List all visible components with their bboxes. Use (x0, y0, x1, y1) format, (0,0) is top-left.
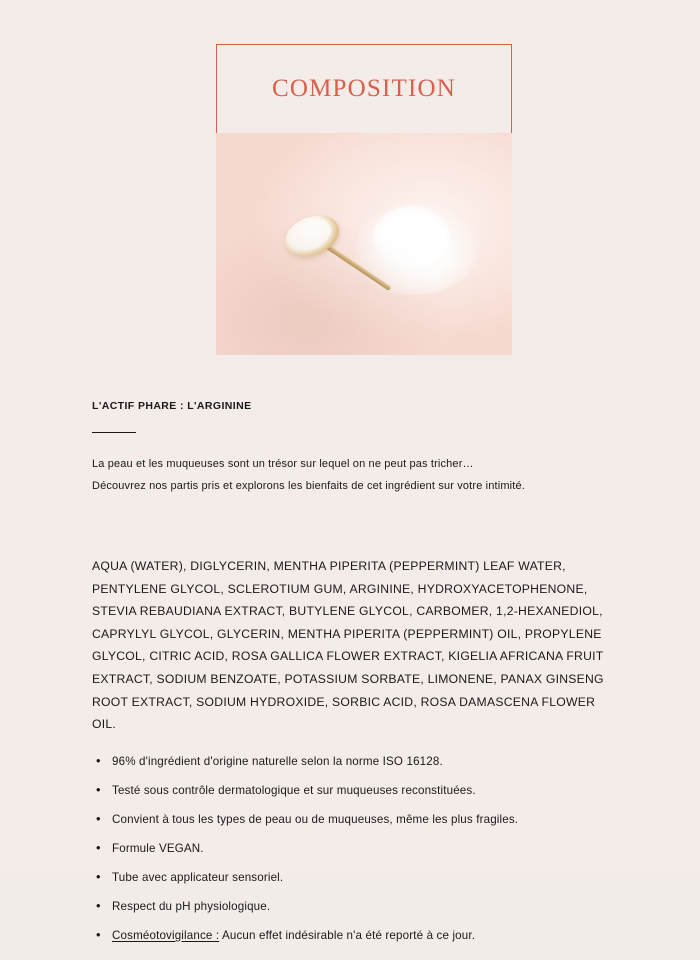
content-body (92, 400, 608, 960)
inci-ingredient-list: AQUA (WATER), DIGLYCERIN, MENTHA PIPERITA (PEPPERMINT) LEAF WATER, PENTYLENE GLYCOL, SCLEROTIUM GUM, ARGININE, HYDROXYACETOPHENONE, STEVIA REBAUDIANA EXTRACT, BUTYLENE GLYCOL, CARBOMER, 1,2-HEXANEDIOL, CAPRYLYL GLYCOL, GLYCERIN, MENTHA PIPERITA (PEPPERMINT) OIL, PROPYLENE GLYCOL, CITRIC ACID, ROSA GALLICA FLOWER EXTRACT, KIGELIA AFRICANA FRUIT EXTRACT, SODIUM BENZOATE, POTASSIUM SORBATE, LIMONENE, PANAX GINSENG ROOT EXTRACT, SODIUM HYDROXIDE, SORBIC ACID, ROSA DAMASCENA FLOWER OIL. (92, 559, 604, 732)
cosmetovigilance-text: Aucun effet indésirable n'a été reporté à ce jour. (221, 928, 476, 942)
divider-rule (92, 432, 136, 433)
list-item-cosmetovigilance (96, 928, 608, 944)
list-item: • Respect du pH physiologique. (96, 899, 608, 915)
intro-line-2: Découvrez nos partis pris et explorons les bienfaits de cet ingrédient sur votre intimité. (92, 480, 525, 492)
claims-list (96, 754, 608, 944)
photo-shadow-overlay (216, 133, 512, 355)
intro-line-1: La peau et les muqueuses sont un trésor sur lequel on ne peut pas tricher… (92, 458, 474, 470)
list-item: • Testé sous contrôle dermatologique et sur muqueuses reconstituées. (96, 783, 608, 799)
list-item: • Formule VEGAN. (96, 841, 608, 857)
list-item: • 96% d'ingrédient d'origine naturelle selon la norme ISO 16128. (96, 754, 608, 770)
list-item: • Convient à tous les types de peau ou de muqueuses, même les plus fragiles. (96, 812, 608, 828)
page-title: COMPOSITION (271, 75, 457, 102)
list-item: • Tube avec applicateur sensoriel. (96, 870, 608, 886)
section-subtitle: L'ACTIF PHARE : L'ARGININE (92, 400, 252, 412)
composition-title-box (216, 44, 512, 134)
cosmetovigilance-label: Cosméotovigilance : (112, 928, 220, 942)
product-photo (216, 133, 512, 355)
